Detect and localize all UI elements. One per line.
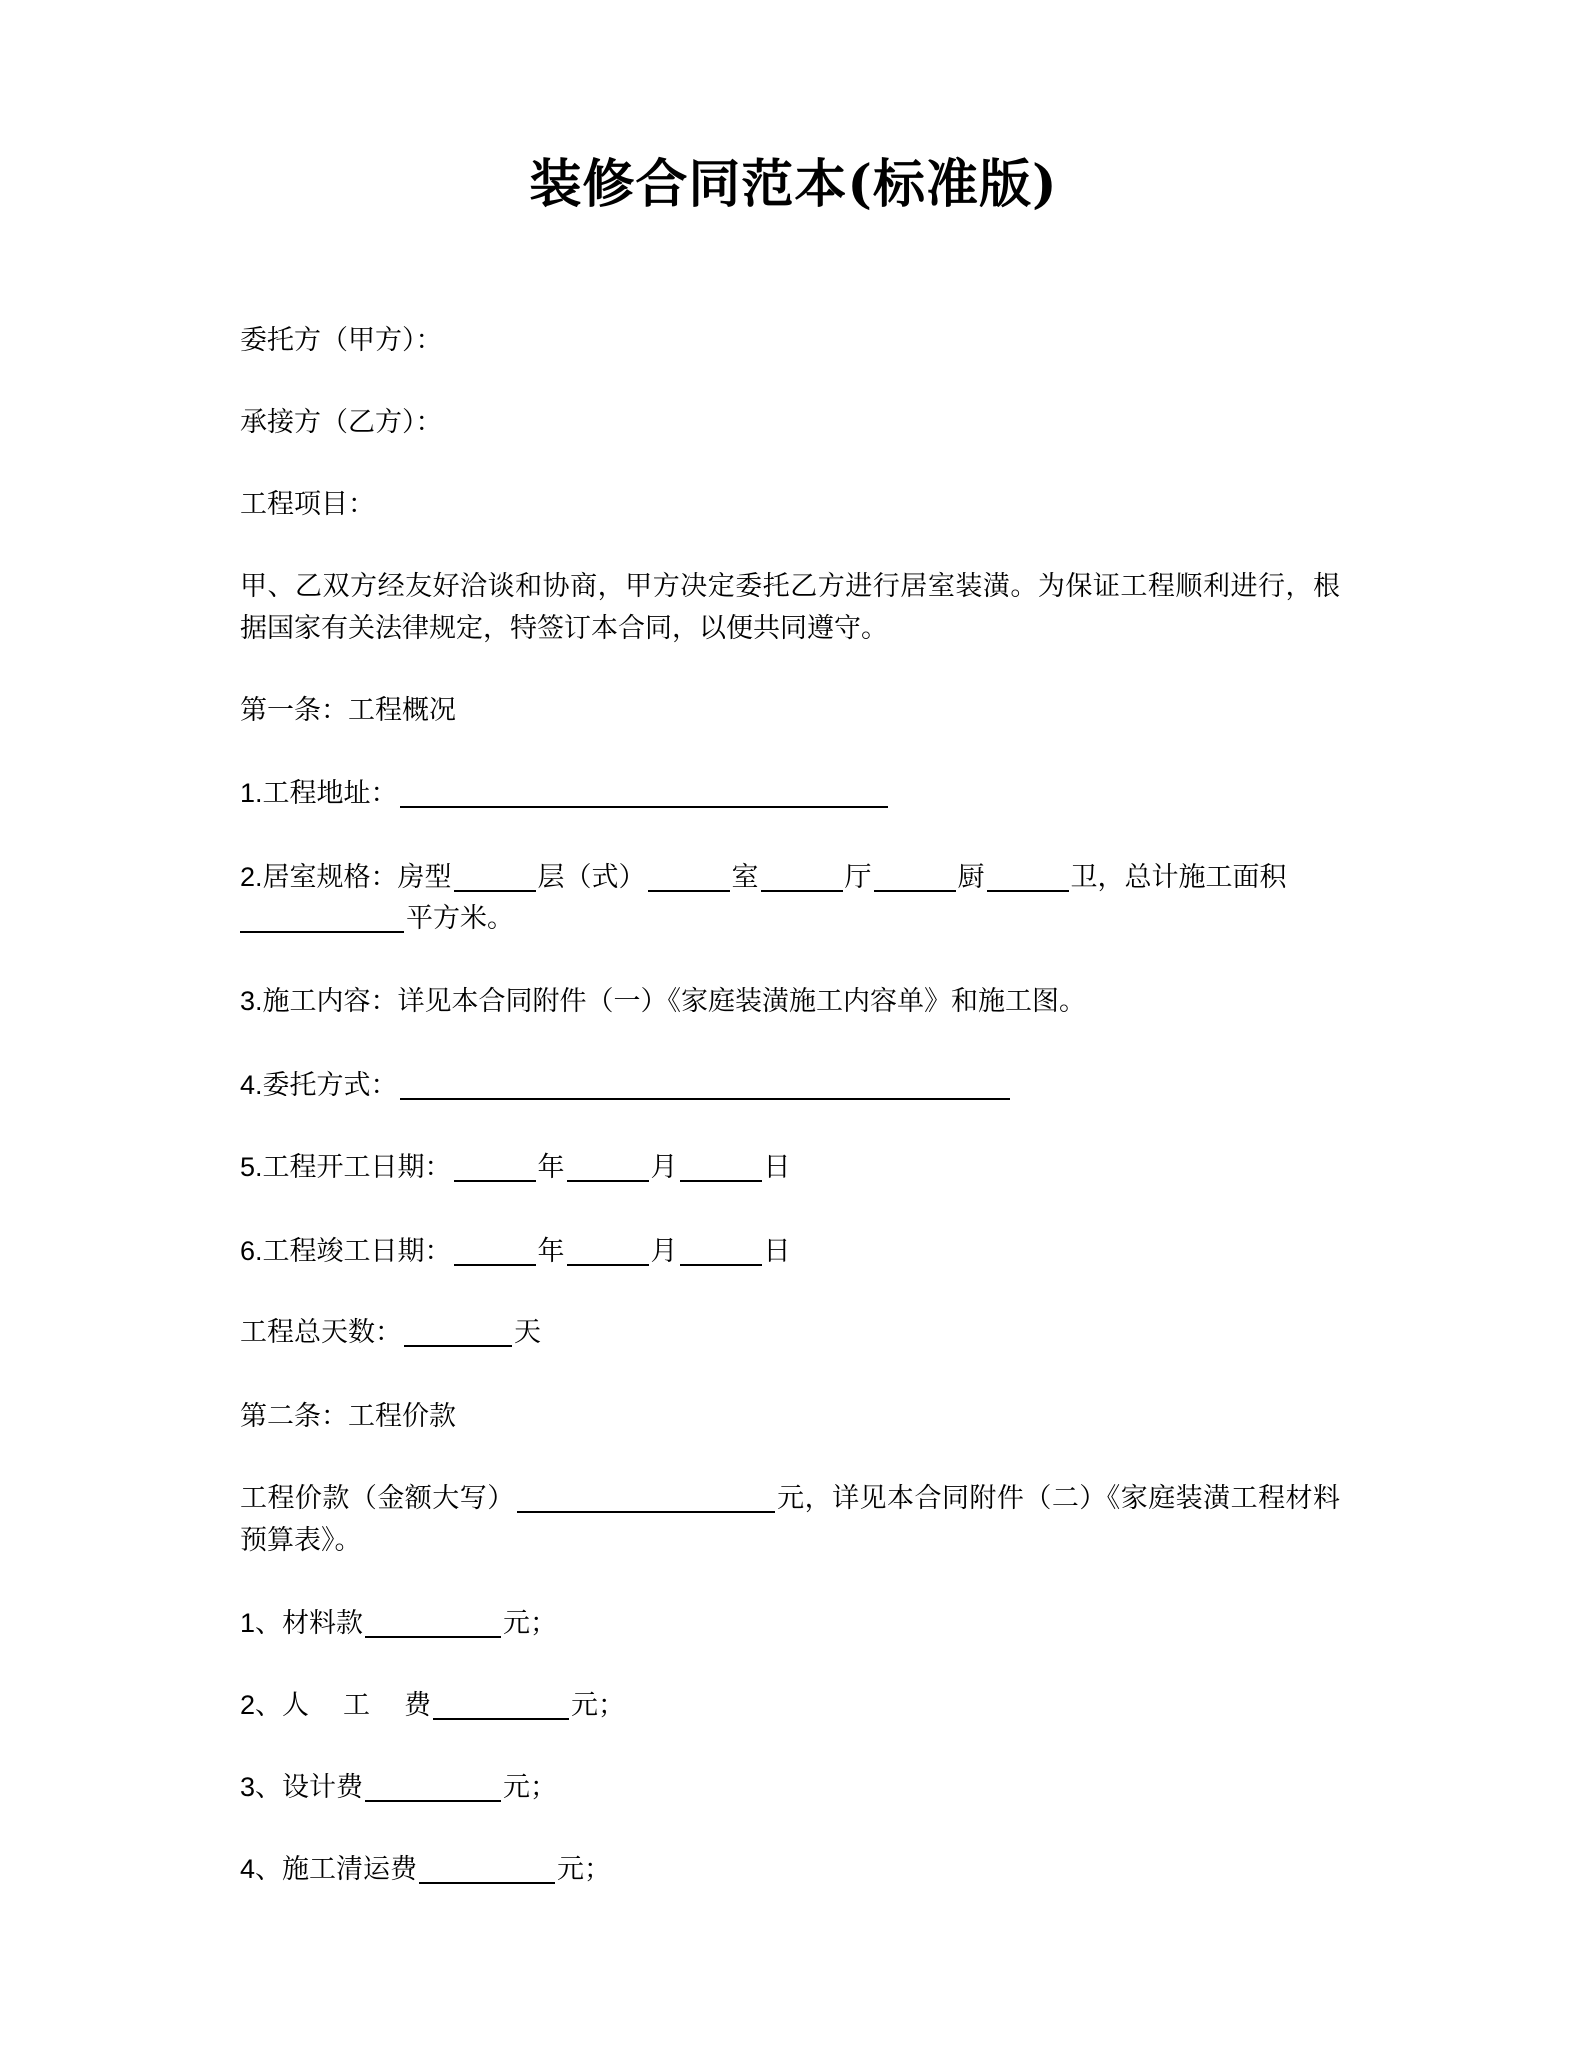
item-label: 、施工清运费 bbox=[255, 1854, 418, 1885]
start-day-blank[interactable] bbox=[680, 1150, 762, 1182]
item-entrust-method bbox=[240, 1064, 1340, 1107]
fee-item-labor bbox=[240, 1684, 1340, 1727]
text-yuan: 元； bbox=[503, 1772, 558, 1803]
bath-blank[interactable] bbox=[987, 860, 1069, 892]
article-1-heading: 第一条：工程概况 bbox=[240, 695, 456, 726]
fee-item-design bbox=[240, 1766, 1340, 1809]
kitchen-blank[interactable] bbox=[874, 860, 956, 892]
price-label: 工程价款（金额大写） bbox=[240, 1483, 515, 1514]
item-number: 2. bbox=[240, 862, 263, 892]
text-chu: 厨 bbox=[957, 862, 985, 893]
intro-paragraph: 甲、乙双方经友好洽谈和协商，甲方决定委托乙方进行居室装潢。为保证工程顺利进行，根据国家有关法律规定，特签订本合同，以便共同遵守。 bbox=[240, 571, 1340, 644]
item-number: 5. bbox=[240, 1152, 263, 1182]
text-year: 年 bbox=[537, 1236, 565, 1267]
address-blank[interactable] bbox=[400, 776, 888, 808]
item-number: 1 bbox=[240, 1608, 256, 1638]
item-label: 委托方式： bbox=[262, 1070, 398, 1101]
item-room-spec-cont bbox=[240, 898, 1340, 940]
item-number: 1. bbox=[240, 778, 263, 808]
item-number: 2 bbox=[240, 1690, 256, 1720]
end-month-blank[interactable] bbox=[567, 1234, 649, 1266]
labor-fee-blank[interactable] bbox=[433, 1688, 569, 1720]
text-ting: 厅 bbox=[844, 862, 872, 893]
text-yuan: 元； bbox=[557, 1854, 612, 1885]
text-day: 日 bbox=[763, 1236, 791, 1267]
item-label: 工程开工日期： bbox=[262, 1152, 452, 1183]
text-month: 月 bbox=[650, 1152, 678, 1183]
text-area-unit: 平方米。 bbox=[406, 903, 514, 934]
materials-fee-blank[interactable] bbox=[365, 1606, 501, 1638]
item-number: 6. bbox=[240, 1236, 263, 1266]
total-days-blank[interactable] bbox=[404, 1315, 512, 1347]
item-number: 3 bbox=[240, 1772, 256, 1802]
item-number: 4. bbox=[240, 1070, 263, 1100]
start-year-blank[interactable] bbox=[454, 1150, 536, 1182]
item-total-days bbox=[240, 1312, 1340, 1354]
item-address bbox=[240, 772, 1340, 815]
item-end-date bbox=[240, 1230, 1340, 1273]
item-text: 施工内容：详见本合同附件（一）《家庭装潢施工内容单》和施工图。 bbox=[262, 986, 1087, 1017]
item-label-part: 、人 bbox=[255, 1690, 310, 1721]
item-label: 居室规格：房型 bbox=[262, 862, 452, 893]
text-yuan: 元； bbox=[571, 1690, 626, 1721]
party-b-line: 承接方（乙方）： bbox=[240, 407, 443, 438]
text-yuan: 元； bbox=[503, 1608, 558, 1639]
item-label: 、材料款 bbox=[255, 1608, 364, 1639]
text-day: 日 bbox=[763, 1152, 791, 1183]
text-year: 年 bbox=[537, 1152, 565, 1183]
end-year-blank[interactable] bbox=[454, 1234, 536, 1266]
entrust-blank[interactable] bbox=[400, 1068, 1010, 1100]
item-room-spec bbox=[240, 856, 1340, 899]
item-label: 、设计费 bbox=[255, 1772, 364, 1803]
end-day-blank[interactable] bbox=[680, 1234, 762, 1266]
area-blank[interactable] bbox=[240, 901, 404, 933]
price-paragraph bbox=[240, 1478, 1340, 1562]
fee-item-materials bbox=[240, 1602, 1340, 1645]
cleanup-fee-blank[interactable] bbox=[419, 1852, 555, 1884]
fee-item-cleanup bbox=[240, 1848, 1340, 1891]
project-line: 工程项目： bbox=[240, 489, 375, 520]
item-number: 4 bbox=[240, 1854, 256, 1884]
text-day-unit: 天 bbox=[514, 1317, 541, 1348]
item-start-date bbox=[240, 1146, 1340, 1189]
item-label-part: 工 bbox=[343, 1690, 371, 1721]
text-shi: 室 bbox=[731, 862, 759, 893]
hall-blank[interactable] bbox=[761, 860, 843, 892]
item-label: 工程地址： bbox=[262, 778, 398, 809]
floor-blank[interactable] bbox=[454, 860, 536, 892]
design-fee-blank[interactable] bbox=[365, 1770, 501, 1802]
text-month: 月 bbox=[650, 1236, 678, 1267]
price-amount-blank[interactable] bbox=[517, 1481, 775, 1513]
item-number: 3. bbox=[240, 986, 263, 1016]
party-a-line: 委托方（甲方）： bbox=[240, 325, 443, 356]
room-blank[interactable] bbox=[648, 860, 730, 892]
text-ceng: 层（式） bbox=[537, 862, 646, 893]
text-wei: 卫，总计施工面积 bbox=[1070, 862, 1287, 893]
item-label: 工程总天数： bbox=[240, 1317, 402, 1348]
start-month-blank[interactable] bbox=[567, 1150, 649, 1182]
document-title: 装修合同范本(标准版) bbox=[529, 154, 1058, 215]
item-label-part: 费 bbox=[404, 1690, 432, 1721]
item-label: 工程竣工日期： bbox=[262, 1236, 452, 1267]
article-2-heading: 第二条：工程价款 bbox=[240, 1401, 456, 1432]
price-tail: 元，详见本合同附件（二）《家庭装潢工程材料预算表》。 bbox=[240, 1483, 1341, 1556]
item-content bbox=[240, 980, 1340, 1023]
